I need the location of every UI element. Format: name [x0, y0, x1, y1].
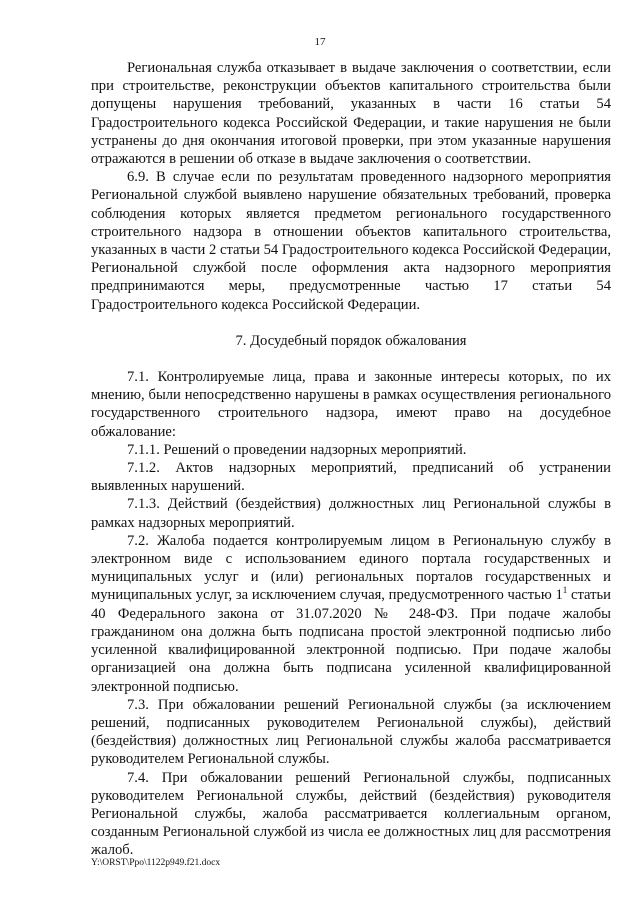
paragraph-7-1-2: 7.1.2. Актов надзорных мероприятий, предписаний об устранении выявленных нарушений. [91, 460, 611, 495]
paragraph-7-2-text-end: статьи 40 Федерального закона от 31.07.2020 № 248-ФЗ. При подаче жалобы гражданином она должна быть подписана простой электронной подписью либо усиленной квалифицированной электронной подписью. При подаче жалобы организацией она должна быть подписана усиленной квалифицированной электронной подписью. [91, 587, 611, 695]
paragraph-7-1-1: 7.1.1. Решений о проведении надзорных мероприятий. [127, 441, 467, 458]
paragraph-7-3: 7.3. При обжаловании решений Региональной службы (за исключением решений, подписанных руководителем Региональной службы), действий (бездействия) должностных лиц Региональной службы жалоба рассматривается руководителем Региональной службы. [91, 696, 611, 768]
superscript-note: 1 [562, 585, 568, 596]
footer-file-path: Y:\ORST\Ppo\1122p949.f21.docx [91, 858, 221, 868]
section-title: 7. Досудебный порядок обжалования [235, 332, 467, 349]
document-body [91, 59, 611, 860]
paragraph-7-1-3: 7.1.3. Действий (бездействия) должностных лиц Региональной службы в рамках надзорных мероприятий. [91, 496, 611, 531]
paragraph-7-1: 7.1. Контролируемые лица, права и законные интересы которых, по их мнению, были непосредственно нарушены в рамках осуществления регионального государственного строительного надзора, имеют право на досудебное обжалование: [91, 369, 611, 440]
paragraph-7-2-text-start: 7.2. Жалоба подается контролируемым лицом в Региональную службу в электронном виде с использованием единого портала государственных и муниципальных услуг и (или) региональных порталов государственных и муниципальных услуг, за исключением случая, предусмотренного частью 1 [91, 532, 611, 604]
paragraph-7-4: 7.4. При обжаловании решений Региональной службы, подписанных руководителем Региональной службы, действий (бездействия) руководителя Региональной службы, жалоба рассматривается коллегиальным органом, созданным Региональной службой из числа ее должностных лиц для рассмотрения жалоб. [91, 769, 611, 859]
page-number: 17 [314, 36, 326, 48]
paragraph-6-9: 6.9. В случае если по результатам проведенного надзорного мероприятия Региональной службой выявлено нарушение обязательных требований, проверка соблюдения которых является предметом регионального государственного строительного надзора в отношении объектов капитального строительства, указанных в части 2 статьи 54 Градостроительного кодекса Российской Федерации, Региональной службой после оформления акта надзорного мероприятия предпринимаются меры, предусмотренные частью 17 статьи 54 Градостроительного кодекса Российской Федерации. [91, 169, 611, 313]
paragraph-refusal: Региональная служба отказывает в выдаче заключения о соответствии, если при строительстве, реконструкции объектов капитального строительства были допущены нарушения требований, указанных в части 16 статьи 54 Градостроительного кодекса Российской Федерации, и такие нарушения не были устранены до дня окончания итоговой проверки, при этом указанные нарушения отражаются в решении об отказе в выдаче заключения о соответствии. [91, 60, 611, 168]
paragraph-7-2 [91, 532, 611, 696]
